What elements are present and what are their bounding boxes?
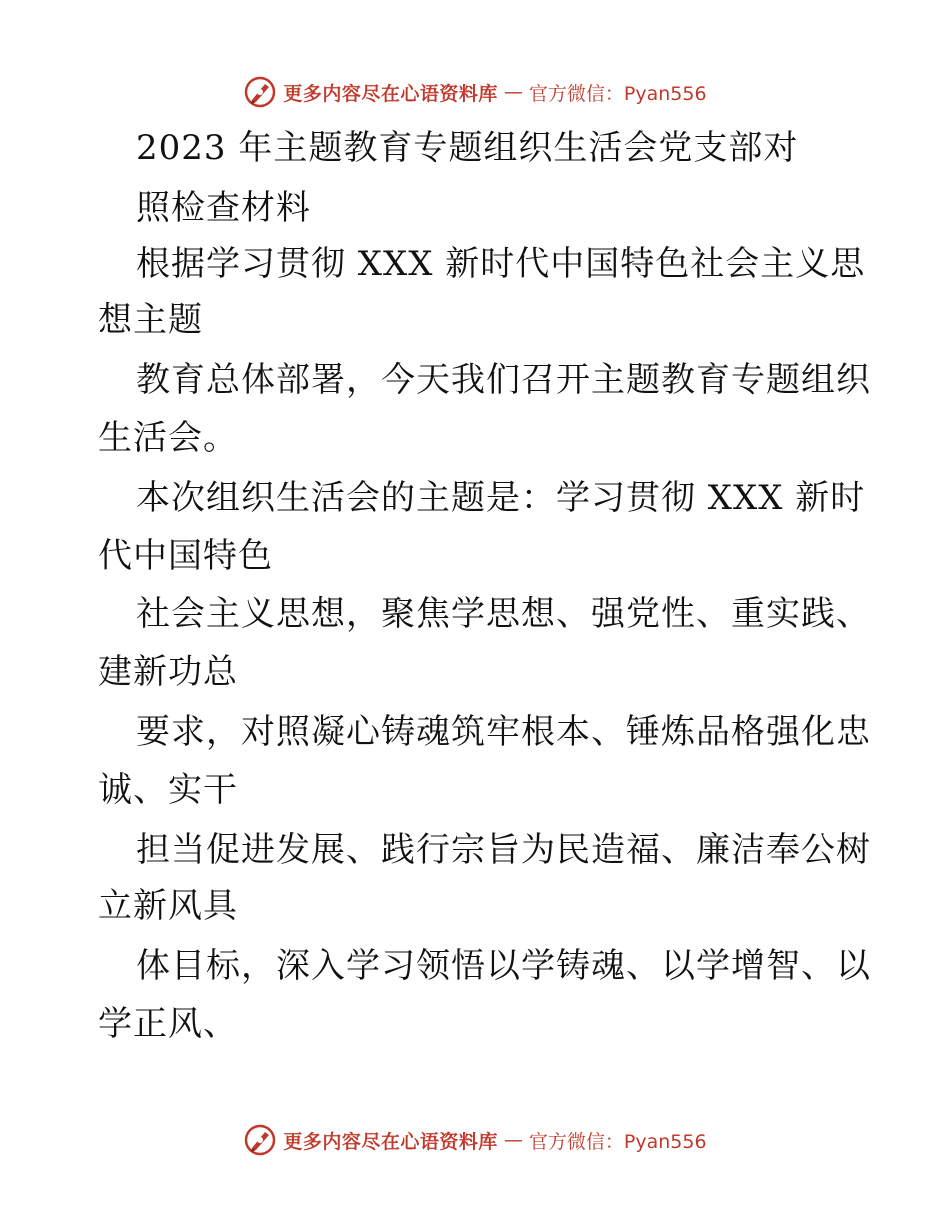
watermark-contact: 官方微信：Pyan556 [528,1130,707,1153]
pen-circle-logo-icon [243,75,277,109]
text-line: 根据学习贯彻 XXX 新时代中国特色社会主义思 [136,244,866,284]
text-line: 社会主义思想，聚焦学思想、强党性、重实践、 [136,594,871,634]
text-line: 代中国特色 [98,536,273,576]
text-line: 学正风、 [98,1004,238,1044]
watermark-banner-top [0,72,950,112]
text-line: 担当促进发展、践行宗旨为民造福、廉洁奉公树 [136,830,871,870]
watermark-separator: — [503,81,523,103]
text-line: 要求，对照凝心铸魂筑牢根本、锤炼品格强化忠 [136,712,871,752]
text-line: 建新功总 [98,652,238,692]
watermark-text: 更多内容尽在心语资料库 [283,82,498,105]
watermark-contact: 官方微信：Pyan556 [528,82,707,105]
text-line: 2023 年主题教育专题组织生活会党支部对 [136,128,799,168]
watermark-banner-bottom [0,1120,950,1160]
text-line: 立新风具 [98,886,238,926]
text-line: 教育总体部署，今天我们召开主题教育专题组织 [136,360,871,400]
watermark-content [243,1123,706,1157]
pen-circle-logo-icon [243,1123,277,1157]
text-line: 本次组织生活会的主题是：学习贯彻 XXX 新时 [136,478,866,518]
watermark-text: 更多内容尽在心语资料库 [283,1130,498,1153]
text-line: 诚、实干 [98,770,238,810]
text-line: 想主题 [98,300,203,340]
text-line: 照检查材料 [136,188,311,228]
watermark-content [243,75,706,109]
text-line: 生活会。 [98,418,238,458]
text-line: 体目标，深入学习领悟以学铸魂、以学增智、以 [136,946,871,986]
watermark-separator: — [503,1129,523,1151]
